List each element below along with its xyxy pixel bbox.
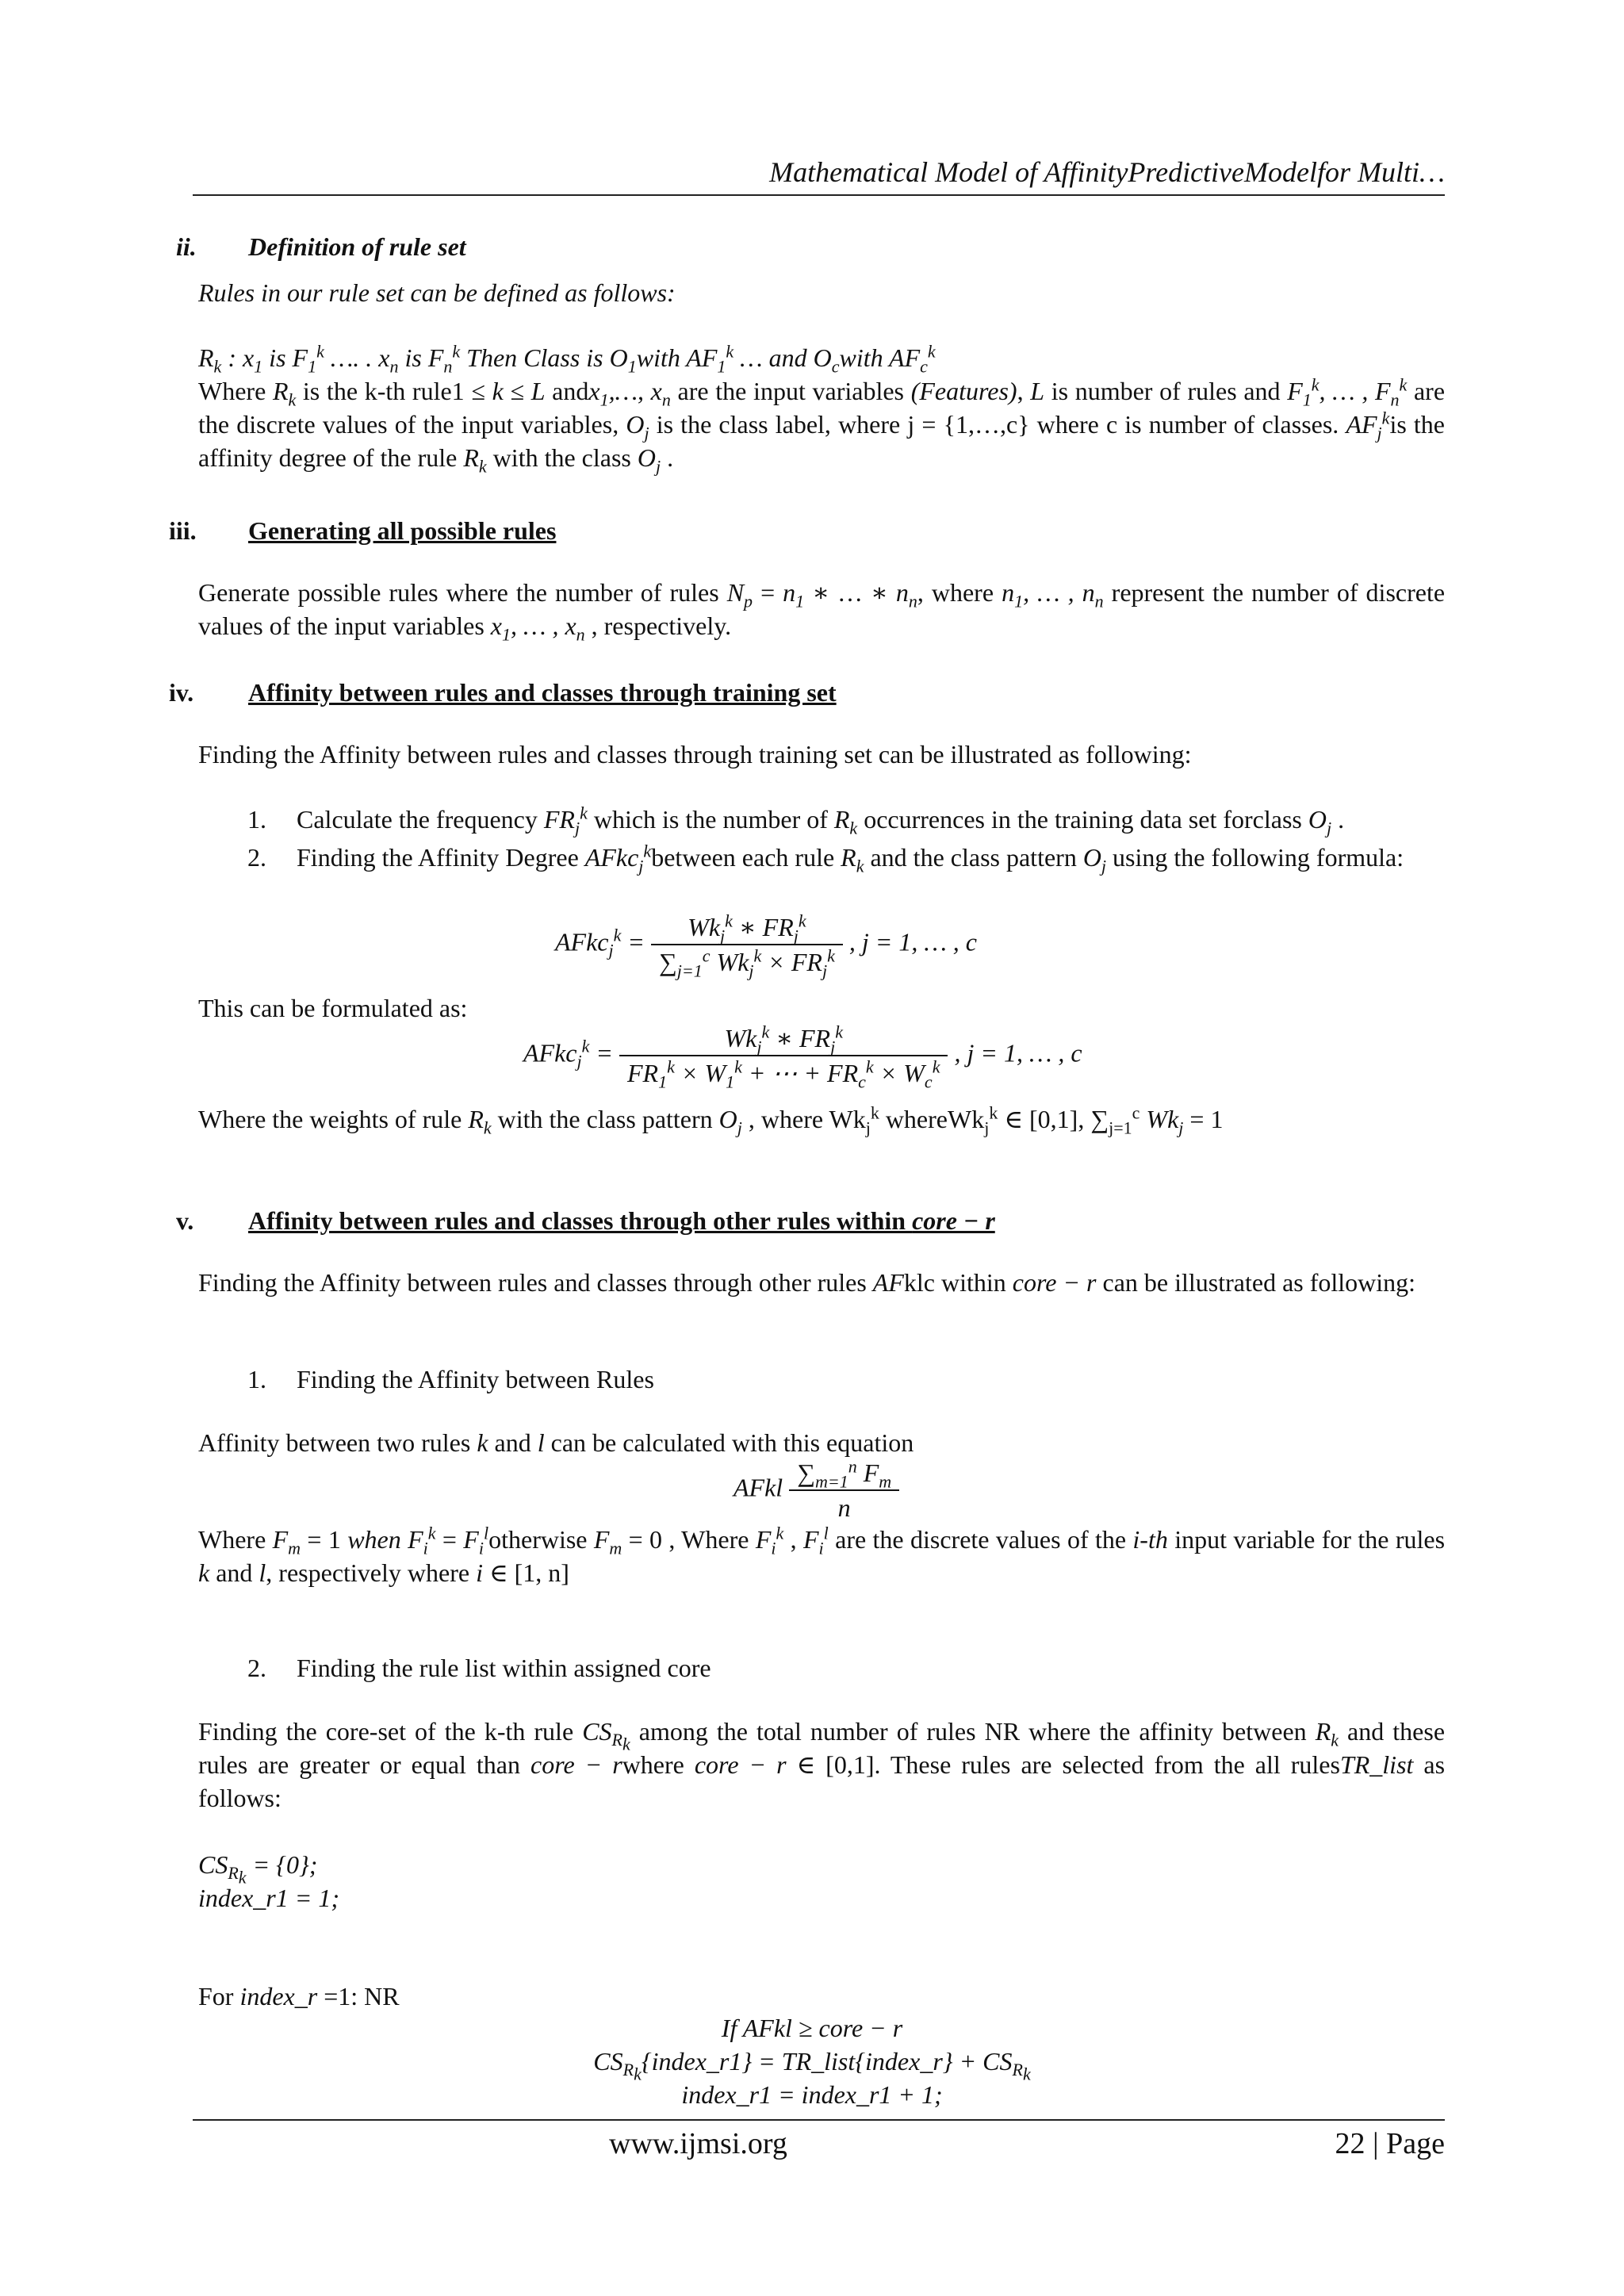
affinity-degree-formula: AFkc$_j^k$ = $\frac{Wk_j^k ∗ FR_j^k}{\sum_{j=1}^c Wk_j^k \times FR_j^k}$ , j = 1, … , c [555, 910, 977, 981]
section-iv-title: Affinity between rules and classes through training set [248, 678, 837, 707]
code-for-loop: For index_r =1: NR [198, 1982, 400, 2010]
code-if-condition: If AFkl ≥ core − r [721, 2014, 903, 2042]
section-v-number: v. [176, 1206, 194, 1235]
v-step-2-number: 2. [247, 1654, 266, 1682]
footer-website: www.ijmsi.org [609, 2127, 787, 2160]
v-step-1-number: 1. [247, 1365, 266, 1393]
iv-step-2-text: Finding the Affinity Degree AFkc$_j^k$between each rule $R_k$ and the class pattern $O_j$ using the following formula: [297, 841, 1404, 876]
section-ii-intro: Rules in our rule set can be defined as follows: [198, 278, 676, 307]
iv-step-2-number: 2. [247, 843, 266, 872]
running-header: Mathematical Model of AffinityPredictiveModelfor Multi… [769, 156, 1445, 188]
affinity-expanded-formula: AFkc$_j^k$ = $\frac{Wk_j^k ∗ FR_j^k}{FR_1^k \times W_1^k + \cdots + FR_c^k \times W_c^k}$ , j = 1, … , c [523, 1022, 1082, 1092]
formulated-label: This can be formulated as: [198, 994, 468, 1022]
code-increment-index: index_r1 = index_r1 + 1; [681, 2080, 943, 2109]
section-ii-number: ii. [176, 232, 197, 261]
footer-rule [193, 2119, 1445, 2121]
code-init-index: index_r1 = 1; [198, 1884, 339, 1912]
header-rule [193, 194, 1445, 196]
core-set-text: Finding the core-set of the k-th rule $CS_{R_k}$ among the total number of rules NR where the affinity between $R_k$ and these rules are greater or equal than core − rwhere core − r ∈ [0,1]. These rules are selected from the all rulesTR_list as follows: [198, 1717, 1446, 1812]
iv-step-1-text: Calculate the frequency $FR_j^k$ which is the number of $R_k$ occurrences in the training data set forclass $O_j$ . [297, 803, 1345, 838]
footer-page-number: 22 | Page [1335, 2127, 1445, 2160]
rule-affinity-formula: AFkl $\frac{\sum_{m=1}^n F_m}{n}$ [733, 1456, 899, 1524]
code-init-core-set: $CS_{R_k} = \{0\}$; [198, 1850, 318, 1888]
code-assign-core-set: $CS_{R_k}\{index\_r1\}$ = TR_list{index_r} + $CS_{R_k}$ [593, 2047, 1031, 2084]
section-v-intro: Finding the Affinity between rules and classes through other rules AFklc within core − r can be illustrated as following: [198, 1268, 1416, 1297]
section-iv-number: iv. [169, 678, 194, 707]
weights-text: Where the weights of rule $R_k$ with the class pattern $O_j$ , where $Wk_j^k$ whereWk$_j^k$ ∈ [0,1], $\sum_{j=1}^c$ $Wk_j = 1$ [198, 1102, 1224, 1138]
section-v-title: Affinity between rules and classes through other rules within core − r [248, 1206, 995, 1235]
v-step-2-text: Finding the rule list within assigned core [297, 1654, 711, 1682]
rule-definition-formula: $R_k$ : $x_1$ is $F_1^k$ …. . $x_n$ is $F_n^k$ Then Class is $O_1with$ $AF_1^k$ … and $O_cwith$ $AF_c^k$ [198, 341, 936, 377]
section-ii-title: Definition of rule set [248, 232, 466, 261]
section-iii-text: Generate possible rules where the number of rules $N_p = n_1$ ∗ … ∗ $n_n$, where $n_1$, … , $n_n$ represent the number of discrete values of the input variables $x_1$, … , $x_n$ , respectively. [198, 578, 1446, 645]
iv-step-1-number: 1. [247, 805, 266, 834]
v-step-1-text: Finding the Affinity between Rules [297, 1365, 654, 1393]
rule-affinity-text: Affinity between two rules k and l can be calculated with this equation [198, 1428, 914, 1457]
rule-definition-text: Where $R_k$ is the k-th rule1 ≤ k ≤ L andx$_1$,…, $x_n$ are the input variables (Features), L is number of rules and $F_1^k$, … , $F_n^k$ are the discrete values of the input variables, $O_j$ is the class label, where j = {1,…,c} where c is number of classes. $AF_j^kis$ the affinity degree of the rule $R_k$ with the class $O_j$ . [198, 374, 1446, 477]
section-iii-number: iii. [169, 516, 197, 545]
section-iii-title: Generating all possible rules [248, 516, 557, 545]
section-iv-intro: Finding the Affinity between rules and classes through training set can be illustrated as following: [198, 740, 1192, 769]
fm-definition-text: Where $F_m = 1$ when $F_i^k$ = $F_i^lotherwise$ $F_m = 0$ , Where $F_i^k$ , $F_i^l$ are the discrete values of the i-th input variable for the rules k and l, respectively where i ∈ [1, n] [198, 1523, 1446, 1587]
